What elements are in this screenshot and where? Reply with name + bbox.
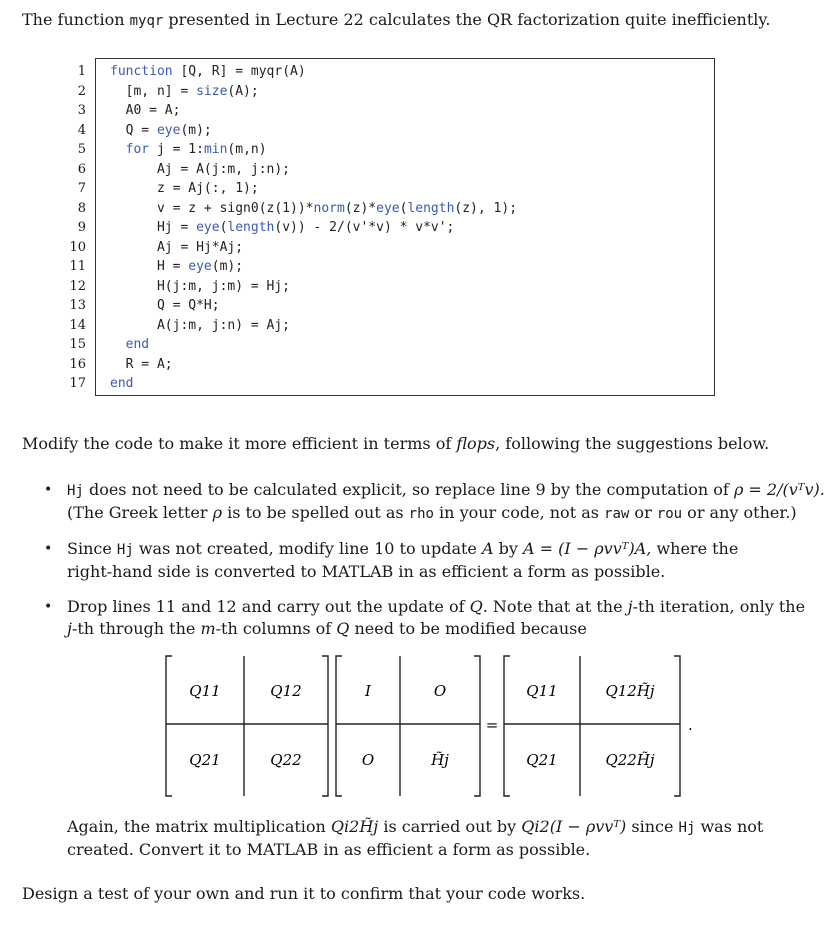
line-number: 8 [77, 200, 86, 216]
code-line: z = Aj(:, 1); [110, 181, 259, 196]
line-number: 11 [69, 259, 86, 274]
bullet-marker: • [44, 541, 53, 557]
code-line: function [Q, R] = myqr(A) [110, 64, 306, 79]
code-line: R = A; [110, 356, 173, 372]
code-line: Hj = eye(length(v)) - 2/(v'*v) * v*v'; [110, 220, 455, 235]
code-line: H(j:m, j:m) = Hj; [110, 278, 291, 294]
block-matrix-equation [160, 652, 700, 802]
bullet-1: Hj does not need to be calculated explicit, so replace line 9 by the computation of ρ = 2/(vᵀv). (The Greek letter ρ is to be spelled out as rho in your code, not as raw or rou or any other.) [67, 480, 825, 522]
bullet-3: Drop lines 11 and 12 and carry out the update of Q. Note that at the j-th iteration, only the j-th through the m-th columns of Q need to be modified because [67, 597, 806, 638]
line-number: 15 [69, 337, 86, 352]
design-paragraph: Design a test of your own and run it to confirm that your code works. [22, 884, 586, 903]
line-number: 5 [77, 142, 86, 157]
code-line: Q = eye(m); [110, 122, 212, 138]
m2-cell: O [433, 682, 447, 700]
line-number: 13 [69, 298, 86, 313]
rho-equation: ρ = 2/(vᵀv). [733, 480, 825, 499]
m3-cell: Q21 [526, 751, 558, 769]
line-number: 17 [69, 376, 86, 391]
flops-term: flops [456, 434, 496, 453]
m1-cell: Q11 [189, 682, 221, 700]
code-line: Aj = Hj*Aj; [110, 239, 244, 255]
function-name: myqr [129, 13, 164, 29]
m2-cell: O [361, 751, 375, 769]
line-number: 7 [77, 181, 86, 196]
bullet-marker: • [44, 482, 53, 498]
equals-sign: = [485, 716, 499, 734]
bullet-marker: • [44, 599, 53, 615]
line-number: 14 [69, 317, 86, 333]
m1-cell: Q12 [270, 682, 302, 700]
code-line: v = z + sign0(z(1))*norm(z)*eye(length(z), 1); [110, 200, 518, 216]
line-number: 12 [69, 278, 86, 294]
code-line: A(j:m, j:n) = Aj; [110, 317, 291, 333]
again-paragraph: Again, the matrix multiplication Qi2H̃j is carried out by Qi2(I − ρvvᵀ) since Hj was not created. Convert it to MATLAB in as efficient a form as possible. [67, 817, 764, 859]
line-number: 1 [77, 64, 86, 79]
m2-cell: H̃j [431, 751, 449, 769]
line-number: 4 [77, 122, 86, 138]
modify-paragraph: Modify the code to make it more efficient in terms of flops, following the suggestions below. [22, 434, 770, 453]
code-line: Q = Q*H; [110, 298, 220, 313]
intro-paragraph: The function myqr presented in Lecture 22 calculates the QR factorization quite inefficiently. [22, 10, 771, 29]
code-line: [m, n] = size(A); [110, 83, 259, 99]
line-number: 16 [69, 356, 86, 372]
code-line: A0 = A; [110, 103, 181, 118]
line-number: 9 [77, 220, 86, 235]
m1-cell: Q22 [270, 751, 302, 769]
bullet-2: Since Hj was not created, modify line 10 to update A by A = (I − ρvvᵀ)A, where the right-hand side is converted to MATLAB in as efficient a form as possible. [67, 539, 739, 581]
line-number: 3 [77, 103, 86, 118]
m3-cell: Q22H̃j [605, 751, 655, 769]
m1-cell: Q21 [189, 751, 221, 769]
equation-period: . [688, 716, 693, 734]
code-line: for j = 1:min(m,n) [125, 142, 267, 157]
line-number: 6 [77, 161, 86, 177]
code-line: end [125, 337, 150, 352]
line-number: 10 [69, 239, 86, 255]
code-line: end [110, 376, 134, 391]
m3-cell: Q12H̃j [605, 682, 655, 700]
m2-cell: I [365, 682, 371, 700]
m3-cell: Q11 [526, 682, 558, 700]
line-number: 2 [77, 83, 86, 99]
update-equation: A = (I − ρvvᵀ)A, [523, 539, 652, 558]
code-line: Aj = A(j:m, j:n); [110, 161, 291, 177]
code-line: H = eye(m); [110, 259, 244, 274]
